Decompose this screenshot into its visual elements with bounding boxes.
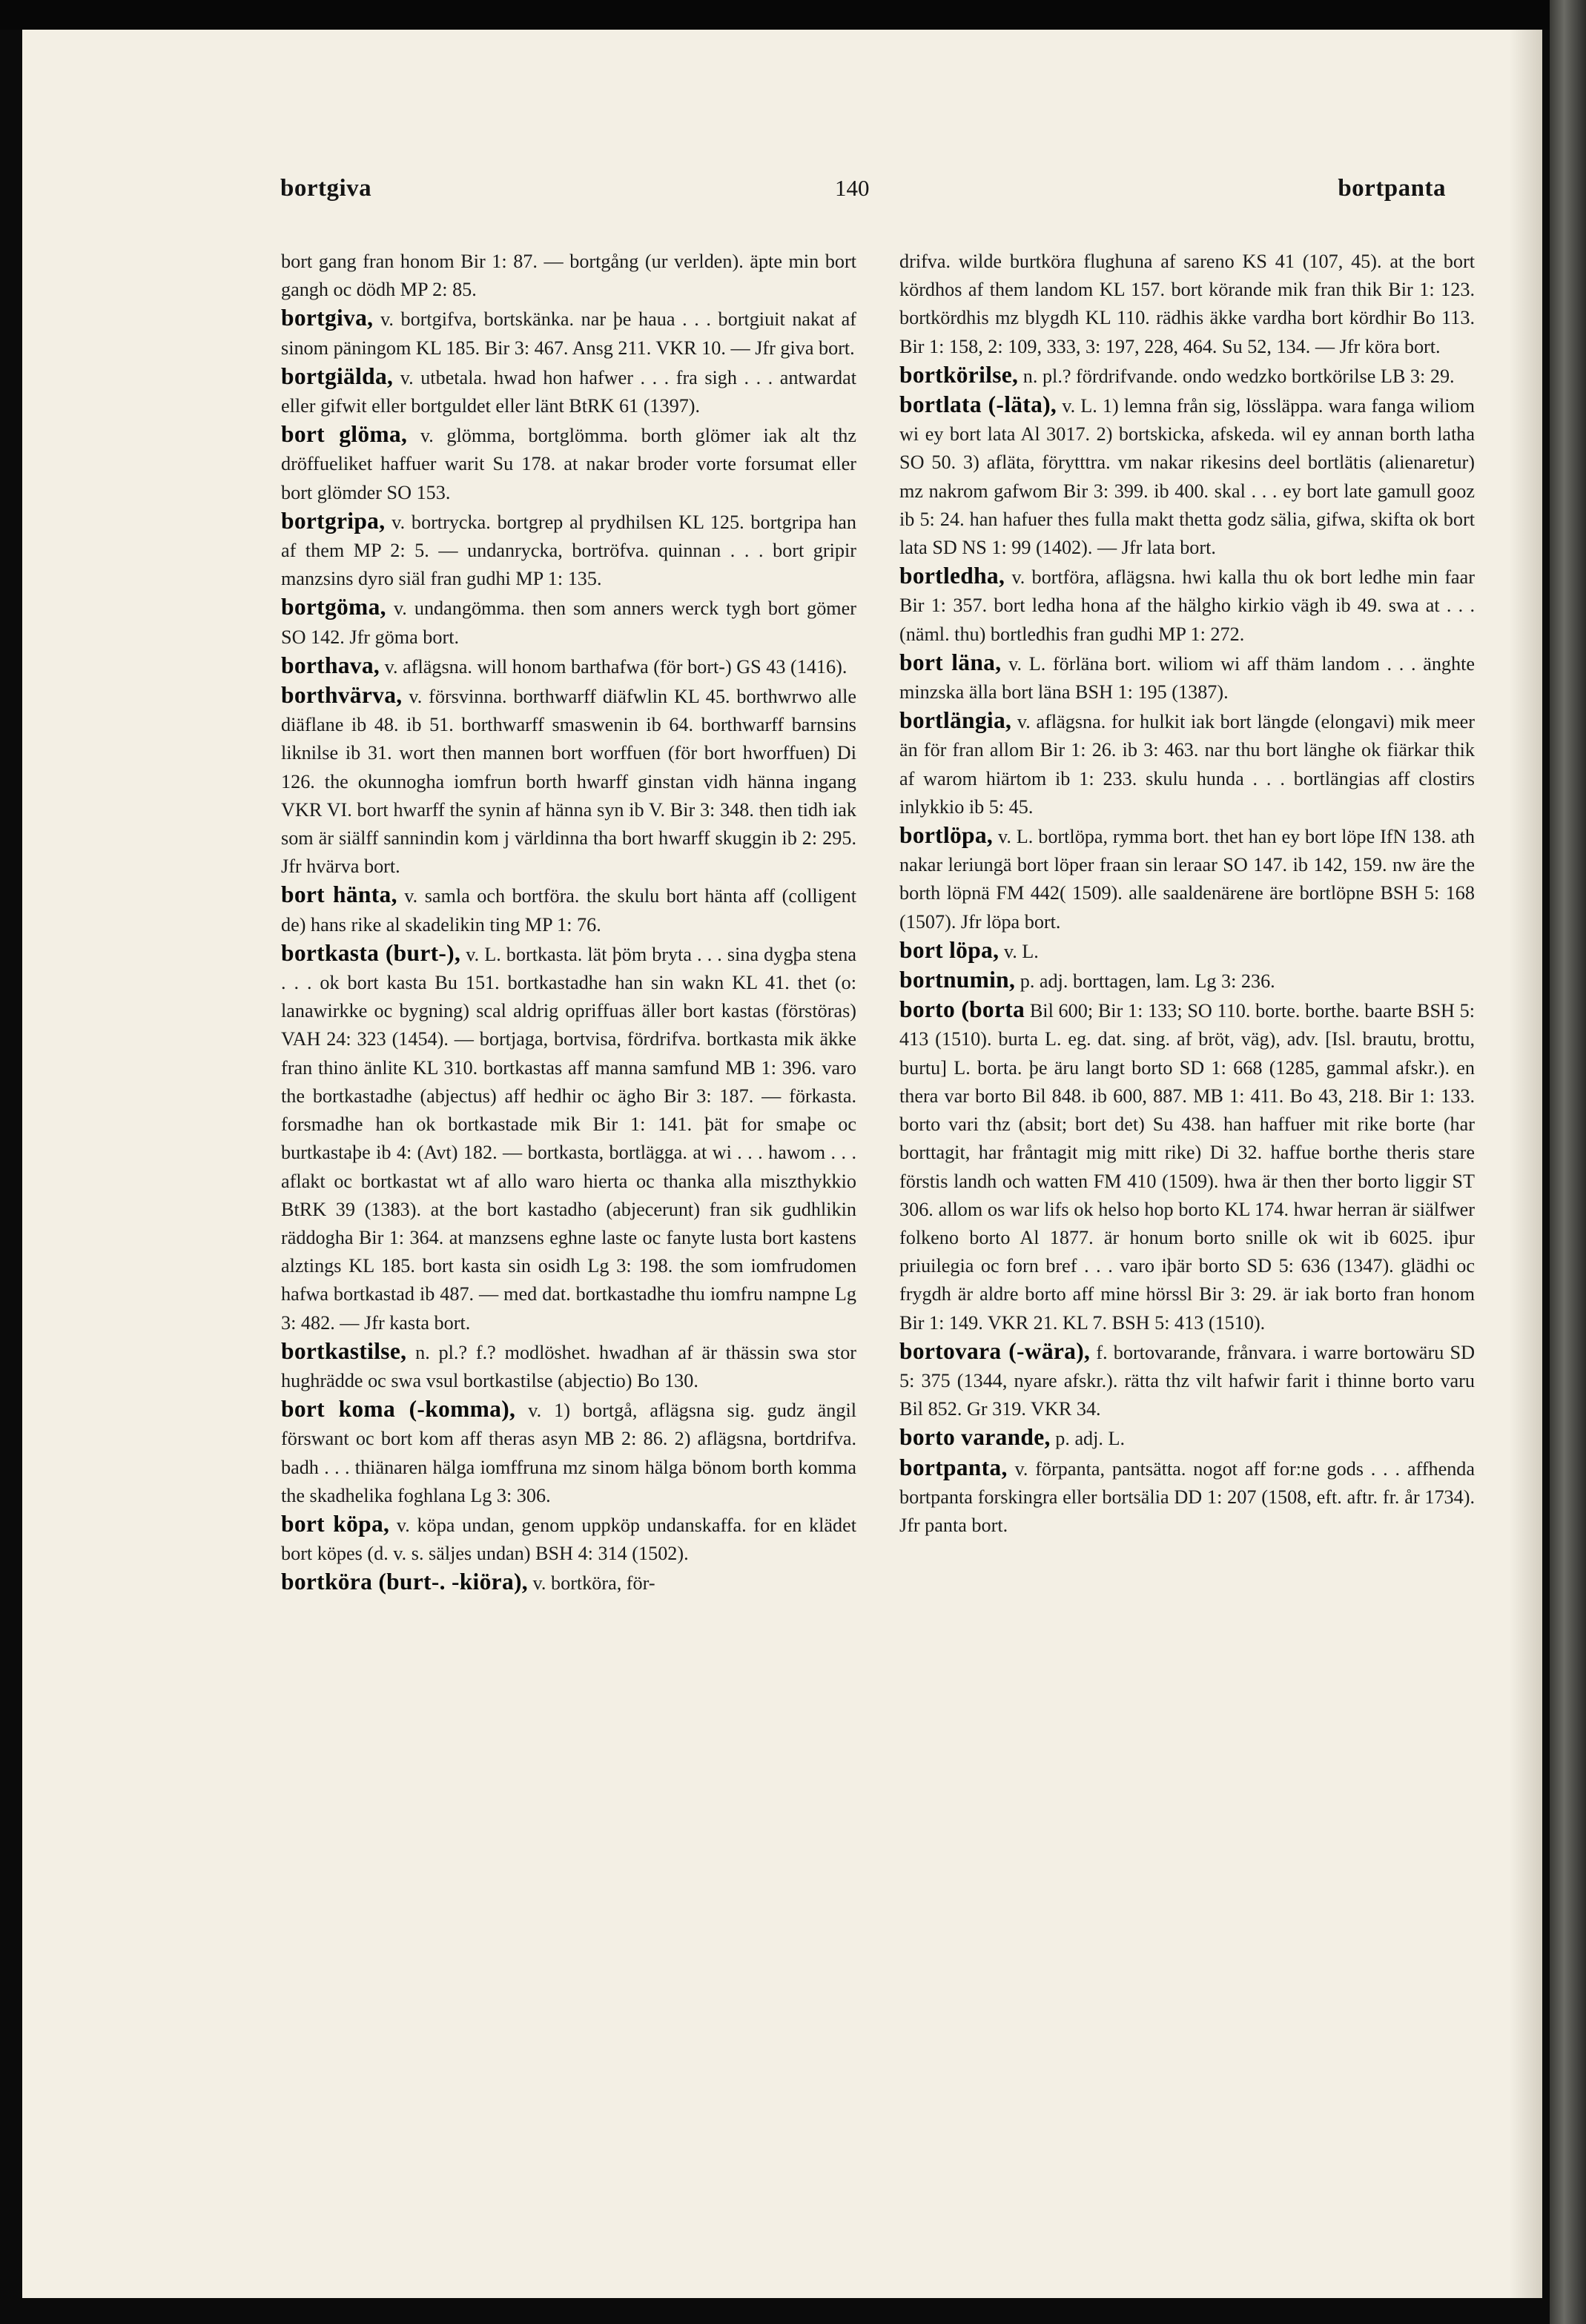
entry-headword: bortkasta (burt-), bbox=[281, 939, 461, 966]
entry-text: p. adj. L. bbox=[1055, 1428, 1126, 1450]
entry-text: n. pl.? f.? modlöshet. hwadhan af är thässin swa stor hughrädde oc swa vsul bortkastilse (abjectio) Bo 130. bbox=[281, 1341, 856, 1391]
entry-headword: bort glöma, bbox=[281, 421, 408, 448]
entry-headword: borthava, bbox=[281, 652, 380, 678]
dictionary-entry bbox=[281, 248, 856, 304]
entry-text: v. L. bortlöpa, rymma bort. thet han ey bort löpe IfN 138. ath nakar leriungä bort löper fraan sin leraar SO 147. ib 142, 159. nw äre the borth löpnä FM 442( 1509). alle saaldenärene äre bortlöpne BSH 5: 168 (1507). Jfr löpa bort. bbox=[899, 826, 1475, 933]
dictionary-entry bbox=[899, 248, 1475, 361]
dictionary-entry bbox=[899, 821, 1475, 936]
entry-text: v. L. bortkasta. lät þöm bryta . . . sina dygþa stena . . . ok bort kasta Bu 151. bortkastadhe han sin wakn KL 41. thet (o: lanawirkke oc bygning) scal aldrig opriffuas äller bort kastas (förstöras) VAH 24: 323 (1454). — bortjaga, bortvisa, fördrifva. bortkasta mik äkke fran thino änlite KL 310. bortkastas aff manna samfund MB 1: 396. varo the bortkastadhe (abjectus) aff hedhir oc ägho Bir 3: 187. — förkasta. forsmadhe han ok bortkastade mik Bir 1: 141. þät for smaþe oc burtkastaþe ib 4: (Avt) 182. — bortkasta, bortlägga. at wi . . . hawom . . . aflakt oc bortkastat wt af allo waro hierta oc thanka alla miszthykkio BtRK 39 (1383). at the bort kastadho (abjecerunt) fran sik gudhlikin räddogha Bir 1: 364. at manzsens eghne laste oc fanyte lusta bort kastens alztings KL 185. bort kasta sin osidh Lg 3: 198. the som iomfrudomen hafwa bortkastad ib 487. — med dat. bortkastadhe thu iomfru nampne Lg 3: 482. — Jfr kasta bort. bbox=[281, 943, 856, 1334]
scan-border-top bbox=[0, 0, 1586, 30]
entry-headword: bortnumin, bbox=[899, 967, 1016, 993]
entry-headword: bort läna, bbox=[899, 649, 1002, 675]
entry-headword: bortköra (burt-. -kiöra), bbox=[281, 1569, 528, 1595]
entry-text: p. adj. borttagen, lam. Lg 3: 236. bbox=[1020, 970, 1275, 993]
entry-headword: bort hänta, bbox=[281, 881, 397, 908]
entry-text: v. L. 1) lemna från sig, lössläppa. wara fanga wiliom wi ey bort lata Al 3017. 2) bortskicka, afskeda. wil ey annan borth latha SO 50. 3) afläta, förytttra. vm nakar rikesins deel bortlätis (alienaretur) mz nakrom gafwom Bir 3: 399. ib 400. skal . . . ey bort late gamull gooz ib 5: 24. han hafuer thes fulla makt thetta godz sälia, gifwa, skifta ok bort lata SD NS 1: 99 (1402). — Jfr lata bort. bbox=[899, 395, 1475, 559]
dictionary-entry bbox=[281, 304, 856, 362]
entry-text: bort gang fran honom Bir 1: 87. — bortgång (ur verlden). äpte min bort gangh oc dödh MP 2: 85. bbox=[281, 251, 856, 301]
entry-text: v. utbetala. hwad hon hafwer . . . fra sigh . . . antwardat eller gifwit eller bortguldet eller länt BtRK 61 (1397). bbox=[281, 366, 856, 417]
dictionary-entry bbox=[899, 1454, 1475, 1540]
entry-headword: bort löpa, bbox=[899, 936, 999, 963]
dictionary-entry bbox=[899, 1423, 1475, 1453]
entry-text: Bil 600; Bir 1: 133; SO 110. borte. borthe. baarte BSH 5: 413 (1510). burta L. eg. dat. sing. af bröt, väg), adv. [Isl. brautu, brottu, burtu] L. borta. þe äru langt borto SD 1: 668 (1285, gammal afskr.). en thera var borto Bil 848. ib 600, 887. MB 1: 411. Bo 43, 218. Bir 1: 133. borto vari thz (absit; bort det) Su 438. han haffuer mit rike borte (har borttagit, har fråntagit mig mitt rike) Di 32. haffue borthe theris stare förstis landh och watten FM 410 (1509). hwa är then ther borto liggir ST 306. allom os war lifs ok helso hop borto KL 174. hwar herran är siälfwer folkeno borto Al 1877. är honum borto snille ok wit ib 6025. iþur priuilegia oc forn bref . . . varo iþär borto SD 5: 636 (1347). glädhi oc frygdh är aldre borto aff mine hörssl Bir 3: 29. är iak borto fran honom Bir 1: 149. VKR 21. KL 7. BSH 5: 413 (1510). bbox=[899, 1000, 1475, 1334]
dictionary-entry bbox=[281, 1568, 856, 1598]
entry-text: v. glömma, bortglömma. borth glömer iak alt thz dröffueliket haffuer warit Su 178. at nakar broder vorte forsumat eller bort glömder SO 153. bbox=[281, 425, 856, 503]
entry-text: v. 1) bortgå, aflägsna sig. gudz ängil förswant oc bort kom aff theras asyn MB 2: 86. 2) aflägsna, bortdrifva. badh . . . thiänaren hälga iomffruna mz sinom hälga bönom borth komma the skadhelika foghlana Lg 3: 306. bbox=[281, 1400, 856, 1506]
entry-text: f. bortovarande, frånvara. i warre bortowäru SD 5: 375 (1344, nyare afskr.). rätta thz vilt hafwir farit i thinne borto varu Bil 852. Gr 319. VKR 34. bbox=[899, 1341, 1475, 1420]
entry-text: v. L. förläna bort. wiliom wi aff thäm landom . . . änghte minzska älla bort läna BSH 1: 195 (1387). bbox=[899, 652, 1475, 704]
dictionary-entry bbox=[281, 507, 856, 594]
header-right-keyword: bortpanta bbox=[1338, 175, 1446, 202]
entry-text: v. förpanta, pantsätta. nogot aff for:ne gods . . . affhenda bortpanta forskingra eller bortsälia DD 1: 207 (1508, eft. aftr. fr. år 1734). Jfr panta bort. bbox=[899, 1457, 1475, 1536]
dictionary-entry bbox=[281, 593, 856, 651]
left-column bbox=[281, 248, 856, 2145]
entry-text: v. aflägsna. will honom barthafwa (för bort-) GS 43 (1416). bbox=[384, 655, 847, 678]
dictionary-entry bbox=[281, 362, 856, 420]
page-edge-shadow bbox=[1510, 30, 1542, 2298]
page-number: 140 bbox=[835, 175, 870, 201]
dictionary-entry bbox=[899, 361, 1475, 391]
running-header bbox=[280, 175, 1446, 212]
entry-headword: bortlata (-läta), bbox=[899, 391, 1057, 418]
entry-headword: bortlöpa, bbox=[899, 822, 994, 849]
entry-headword: bortlängia, bbox=[899, 707, 1012, 734]
entry-headword: bortledha, bbox=[899, 563, 1005, 589]
entry-headword: borto varande, bbox=[899, 1424, 1051, 1451]
entry-text: drifva. wilde burtköra flughuna af sareno KS 41 (107, 45). at the bort kördhos af them landom KL 157. bort körande mik fran thik Bir 1: 123. bortkördhis mz blygdh KL 110. rädhis äkke vardha bort kördhir Bo 113. Bir 1: 158, 2: 109, 333, 3: 197, 228, 464. Su 52, 134. — Jfr köra bort. bbox=[899, 251, 1475, 357]
dictionary-entry bbox=[281, 881, 856, 938]
entry-text: n. pl.? fördrifvande. ondo wedzko bortkörilse LB 3: 29. bbox=[1022, 365, 1455, 387]
dictionary-entry bbox=[281, 1510, 856, 1568]
entry-headword: bort koma (-komma), bbox=[281, 1396, 516, 1423]
dictionary-entry bbox=[281, 939, 856, 1337]
dictionary-entry bbox=[899, 649, 1475, 706]
entry-headword: bortgiälda, bbox=[281, 362, 394, 389]
dictionary-entry bbox=[281, 420, 856, 507]
entry-headword: borthvärva, bbox=[281, 682, 403, 709]
entry-headword: bortkastilse, bbox=[281, 1337, 407, 1364]
entry-text: v. L. bbox=[1003, 940, 1039, 962]
dictionary-entry bbox=[899, 562, 1475, 649]
entry-headword: bortkörilse, bbox=[899, 361, 1019, 388]
entry-headword: bortpanta, bbox=[899, 1454, 1008, 1480]
dictionary-entry bbox=[899, 996, 1475, 1337]
entry-text: v. bortköra, för- bbox=[532, 1572, 655, 1595]
dictionary-entry bbox=[281, 681, 856, 881]
entry-headword: bortgripa, bbox=[281, 507, 386, 534]
dictionary-entry bbox=[899, 1337, 1475, 1424]
dictionary-entry bbox=[899, 706, 1475, 821]
right-column bbox=[899, 248, 1475, 2145]
dictionary-entry bbox=[899, 391, 1475, 562]
dictionary-entry bbox=[281, 1337, 856, 1395]
entry-headword: bort köpa, bbox=[281, 1510, 390, 1537]
dictionary-entry bbox=[899, 936, 1475, 966]
entry-headword: bortgiva, bbox=[281, 305, 374, 331]
entry-text: v. undangömma. then som anners werck tygh bort gömer SO 142. Jfr göma bort. bbox=[281, 597, 856, 648]
entry-text: v. bortföra, aflägsna. hwi kalla thu ok bort ledhe min faar Bir 1: 357. bort ledha hona af the hälgho kirkio vägh ib 49. swa at . . . (näml. thu) bortledhis fran gudhi MP 1: 272. bbox=[899, 566, 1475, 645]
entry-text: v. bortgifva, bortskänka. nar þe haua . . . bortgiuit nakat af sinom päningom KL 185. Bir 3: 467. Ansg 211. VKR 10. — Jfr giva bort. bbox=[281, 308, 856, 359]
entry-text: v. samla och bortföra. the skulu bort hänta aff (colligent de) hans rike al skadelikin ting MP 1: 76. bbox=[281, 885, 856, 936]
entry-headword: bortgöma, bbox=[281, 594, 386, 620]
entry-text: v. försvinna. borthwarff diäfwlin KL 45. borthwrwo alle diäflane ib 48. ib 51. borthwarff smaswenin ib 64. borthwarff barnsins liknilse ib 31. wort then mannen bort worffuen (för bort hworffuen) Di 126. the okunnogha iomfrun borth hwarff ginstan vidh hänna ingang VKR VI. bort hwarff the synin af hänna syn ib V. Bir 3: 348. then tidh iak som är siälff sannindin kom j världinna tha bort hwarff skuggin ib 2: 295. Jfr hvärva bort. bbox=[281, 686, 856, 878]
dictionary-entry bbox=[899, 966, 1475, 996]
entry-text: v. aflägsna. for hulkit iak bort längde (elongavi) mik meer än för fran allom Bir 1: 26. ib 3: 463. nar thu bort länghe ok fiärkar thik af warom hiärtom ib 1: 233. skulu hunda . . . bortlängias aff clostirs inlykkio ib 5: 45. bbox=[899, 711, 1475, 818]
entry-headword: borto (borta bbox=[899, 996, 1025, 1023]
entry-text: v. bortrycka. bortgrep al prydhilsen KL 125. bortgripa han af them MP 2: 5. — undanrycka, bortröfva. quinnan . . . bort gripir manzsins dyro siäl fran gudhi MP 1: 135. bbox=[281, 511, 856, 590]
entry-headword: bortovara (-wära), bbox=[899, 1337, 1091, 1364]
dictionary-entry bbox=[281, 1395, 856, 1510]
dictionary-entry bbox=[281, 652, 856, 681]
entry-text: v. köpa undan, genom uppköp undanskaffa. for en klädet bort köpes (d. v. s. säljes undan) BSH 4: 314 (1502). bbox=[281, 1514, 856, 1565]
scan-border-right bbox=[1550, 0, 1586, 2324]
header-left-keyword: bortgiva bbox=[280, 175, 372, 202]
